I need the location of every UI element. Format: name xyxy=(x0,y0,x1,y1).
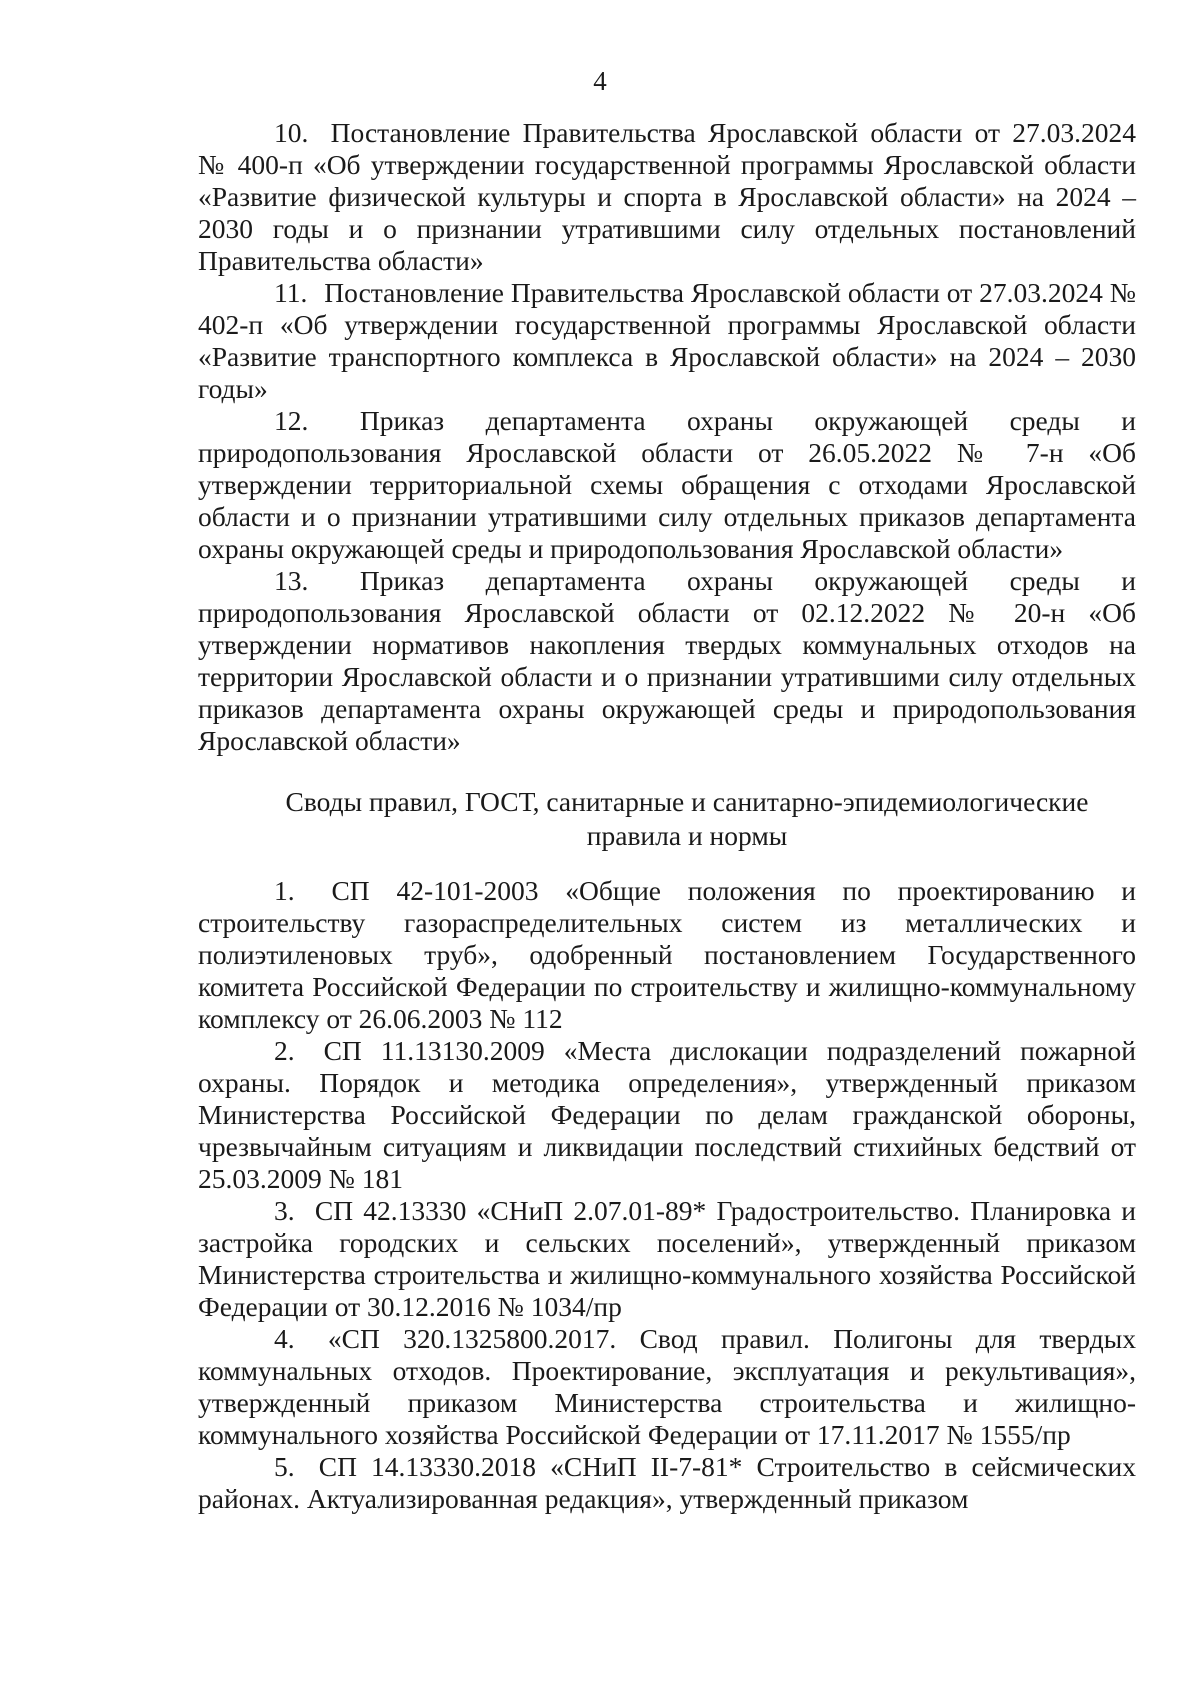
item-number: 10. xyxy=(274,117,309,148)
item-text: «СП 320.1325800.2017. Свод правил. Полигоны для твердых коммунальных отходов. Проектирование, эксплуатация и рекультивация», утвержденный приказом Министерства строительства и жилищно-коммунального хозяйства Российской Федерации от 17.11.2017 № 1555/пр xyxy=(198,1323,1137,1450)
item-number: 2. xyxy=(274,1035,295,1066)
item-text: СП 11.13130.2009 «Места дислокации подразделений пожарной охраны. Порядок и методика определения», утвержденный приказом Министерства Российской Федерации по делам гражданской обороны, чрезвычайным ситуациям и ликвидации последствий стихийных бедствий от 25.03.2009 № 181 xyxy=(198,1035,1136,1194)
item-text: СП 42-101-2003 «Общие положения по проектированию и строительству газораспределительных систем из металлических и полиэтиленовых труб», одобренный постановлением Государственного комитета Российской Федерации по строительству и жилищно-коммунальному комплексу от 26.06.2003 № 112 xyxy=(198,875,1136,1034)
list-item xyxy=(198,565,1136,757)
item-text: СП 42.13330 «СНиП 2.07.01-89* Градостроительство. Планировка и застройка городских и сельских поселений», утвержденный приказом Министерства строительства и жилищно-коммунального хозяйства Российской Федерации от 30.12.2016 № 1034/пр xyxy=(198,1195,1137,1322)
list-item xyxy=(198,875,1136,1035)
list-item xyxy=(198,1451,1136,1515)
item-number: 4. xyxy=(274,1323,295,1354)
document-body xyxy=(198,117,1136,1515)
item-text: Постановление Правительства Ярославской области от 27.03.2024 № 400-п «Об утверждении государственной программы Ярославской области «Развитие физической культуры и спорта в Ярославской области» на 2024 – 2030 годы и о признании утратившими силу отдельных постановлений Правительства области» xyxy=(198,117,1137,276)
item-number: 5. xyxy=(274,1451,295,1482)
list-item xyxy=(198,1323,1136,1451)
list-item xyxy=(198,405,1136,565)
page-number: 4 xyxy=(593,66,607,96)
list-item xyxy=(198,117,1136,277)
list-item xyxy=(198,1035,1136,1195)
item-text: Приказ департамента охраны окружающей среды и природопользования Ярославской области от 26.05.2022 № 7-н «Об утверждении территориальной схемы обращения с отходами Ярославской области и о признании утратившими силу отдельных приказов департамента охраны окружающей среды и природопользования Ярославской области» xyxy=(198,405,1137,564)
item-number: 12. xyxy=(274,405,309,436)
section-heading-line: Своды правил, ГОСТ, санитарные и санитарно-эпидемиологические xyxy=(285,786,1089,817)
item-text: Приказ департамента охраны окружающей среды и природопользования Ярославской области от 02.12.2022 № 20-н «Об утверждении нормативов накопления твердых коммунальных отходов на территории Ярославской области и о признании утратившими силу отдельных приказов департамента охраны окружающей среды и природопользования Ярославской области» xyxy=(198,565,1137,756)
item-number: 13. xyxy=(274,565,309,596)
list-item xyxy=(198,1195,1136,1323)
item-number: 3. xyxy=(274,1195,295,1226)
item-number: 1. xyxy=(274,875,295,906)
list-item xyxy=(198,277,1136,405)
item-number: 11. xyxy=(274,277,308,308)
section-heading xyxy=(198,785,1136,853)
item-text: СП 14.13330.2018 «СНиП II-7-81* Строительство в сейсмических районах. Актуализированная редакция», утвержденный приказом xyxy=(198,1451,1137,1514)
item-text: Постановление Правительства Ярославской области от 27.03.2024 № 402-п «Об утверждении государственной программы Ярославской области «Развитие транспортного комплекса в Ярославской области» на 2024 – 2030 годы» xyxy=(198,277,1137,404)
section-heading-line: правила и нормы xyxy=(586,820,788,851)
